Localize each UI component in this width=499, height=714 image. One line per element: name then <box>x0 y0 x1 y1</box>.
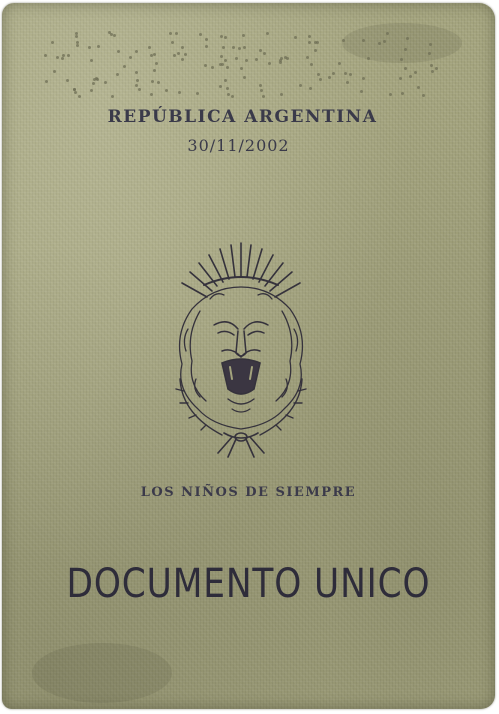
perforation-dot <box>97 45 100 48</box>
perforation-dot <box>360 90 363 93</box>
perforation-dot <box>255 58 258 61</box>
perforation-dot <box>135 50 138 53</box>
perforation-dot <box>266 32 269 35</box>
perforation-dot <box>138 88 141 91</box>
perforation-dot <box>284 56 287 59</box>
perforation-dot <box>181 58 184 61</box>
perforation-dot <box>155 62 158 65</box>
perforation-dot <box>224 36 227 39</box>
perforation-dot <box>226 66 229 69</box>
perforation-dot <box>344 72 347 75</box>
perforation-dot <box>238 47 241 50</box>
perforation-dot <box>386 32 389 35</box>
perforation-dot <box>399 77 402 80</box>
perforation-dot <box>245 59 248 62</box>
perforation-dot <box>169 32 172 35</box>
motto-text: LOS NIÑOS DE SIEMPRE <box>140 485 357 500</box>
perforation-dot <box>90 59 93 62</box>
perforation-dot <box>175 32 178 35</box>
perforation-dot <box>157 81 160 84</box>
perforation-dot <box>430 64 433 67</box>
perforation-dot <box>431 70 434 73</box>
perforation-dot <box>362 39 365 42</box>
perforation-dot <box>199 33 202 36</box>
perforation-dot <box>406 37 409 40</box>
perforation-dot <box>328 76 331 79</box>
perforation-dot <box>232 46 235 49</box>
perforation-dot <box>414 71 417 74</box>
perforation-dot <box>44 54 47 57</box>
perforation-dot <box>205 45 208 48</box>
document-cover <box>2 3 495 709</box>
perforation-dot <box>319 78 322 81</box>
perforation-dot <box>153 53 156 56</box>
perforation-dot <box>196 92 199 95</box>
perforation-dot <box>88 46 91 49</box>
perforation-dot <box>367 57 370 60</box>
perforation-dot <box>205 38 208 41</box>
perforation-dot <box>362 77 365 80</box>
perforation-dot <box>383 40 386 43</box>
perforation-dot <box>389 93 392 96</box>
perforation-dot <box>177 52 180 55</box>
perforation-dot <box>404 48 407 51</box>
perforation-dot <box>235 57 238 60</box>
perforation-dot <box>66 79 69 82</box>
perforation-dot <box>90 89 93 92</box>
country-name: REPÚBLICA ARGENTINA <box>107 107 378 127</box>
perforation-dot <box>338 62 341 65</box>
perforation-dot <box>259 84 262 87</box>
perforation-dot <box>224 59 227 62</box>
perforation-dot <box>220 35 223 38</box>
perforation-dot <box>299 84 302 87</box>
perforation-dot <box>135 84 138 87</box>
perforation-dot <box>181 46 184 49</box>
perforation-dot <box>240 67 243 70</box>
perforation-dot <box>171 41 174 44</box>
perforation-dot <box>178 91 181 94</box>
perforation-dot <box>148 46 151 49</box>
perforation-dot <box>349 73 352 76</box>
perforation-dot <box>184 53 187 56</box>
perforation-dot <box>135 71 138 74</box>
perforation-dot <box>309 87 312 90</box>
perforation-dot <box>429 43 432 46</box>
perforation-dot <box>422 94 425 97</box>
perforation-dot <box>317 73 320 76</box>
perforation-dot <box>45 80 48 83</box>
perforation-dot <box>136 79 139 82</box>
perforation-dot <box>417 86 420 89</box>
perforation-dot <box>346 81 349 84</box>
perforation-dot <box>294 36 297 39</box>
perforation-dot <box>314 49 317 52</box>
perforation-dot <box>75 35 78 38</box>
perforation-dot <box>173 54 176 57</box>
perforation-dot <box>263 52 266 55</box>
perforation-dot <box>151 80 154 83</box>
perforation-dot <box>123 65 126 68</box>
perforation-dot <box>222 46 225 49</box>
perforation-dot <box>401 92 404 95</box>
perforation-dot <box>56 56 59 59</box>
perforation-dot <box>316 41 319 44</box>
perforation-dot <box>268 62 271 65</box>
perforation-dot <box>92 82 95 85</box>
perforation-dot <box>220 55 223 58</box>
perforation-dot <box>332 72 335 75</box>
perforation-dot <box>227 93 230 96</box>
perforation-dot <box>61 57 64 60</box>
perforation-dot <box>243 46 246 49</box>
document-title: DOCUMENTO UNICO <box>66 561 431 607</box>
perforation-dot <box>74 91 77 94</box>
perforation-dot <box>53 70 56 73</box>
perforation-dot <box>129 56 132 59</box>
perforation-dot <box>310 63 313 66</box>
perforation-pattern <box>42 31 452 101</box>
perforation-dot <box>153 69 156 72</box>
perforation-dot <box>204 64 207 67</box>
cover-stain <box>32 643 172 703</box>
perforation-dot <box>342 39 345 42</box>
perforation-dot <box>219 63 222 66</box>
issue-date: 30/11/2002 <box>187 136 290 155</box>
perforation-dot <box>308 35 311 38</box>
perforation-dot <box>260 89 263 92</box>
perforation-dot <box>113 34 116 37</box>
perforation-dot <box>231 95 234 98</box>
perforation-dot <box>62 54 65 57</box>
perforation-dot <box>76 44 79 47</box>
perforation-dot <box>73 88 76 91</box>
perforation-dot <box>404 67 407 70</box>
perforation-dot <box>51 41 54 44</box>
perforation-dot <box>428 52 431 55</box>
perforation-dot <box>308 41 311 44</box>
perforation-dot <box>226 87 229 90</box>
perforation-dot <box>306 56 309 59</box>
perforation-dot <box>95 77 98 80</box>
perforation-dot <box>104 81 107 84</box>
perforation-dot <box>224 79 227 82</box>
perforation-dot <box>279 61 282 64</box>
perforation-dot <box>262 95 265 98</box>
perforation-dot <box>211 66 214 69</box>
perforation-dot <box>242 34 245 37</box>
perforation-dot <box>280 93 283 96</box>
perforation-dot <box>67 54 70 57</box>
perforation-dot <box>78 95 81 98</box>
perforation-dot <box>435 67 438 70</box>
perforation-dot <box>378 42 381 45</box>
perforation-dot <box>165 89 168 92</box>
perforation-dot <box>108 31 111 34</box>
perforation-dot <box>111 95 114 98</box>
perforation-dot <box>150 93 153 96</box>
perforation-dot <box>116 73 119 76</box>
perforation-dot <box>117 50 120 53</box>
lion-head-sun-emblem-icon <box>152 239 330 461</box>
perforation-dot <box>219 85 222 88</box>
perforation-dot <box>243 76 246 79</box>
perforation-dot <box>259 49 262 52</box>
perforation-dot <box>400 58 403 61</box>
perforation-dot <box>409 75 412 78</box>
